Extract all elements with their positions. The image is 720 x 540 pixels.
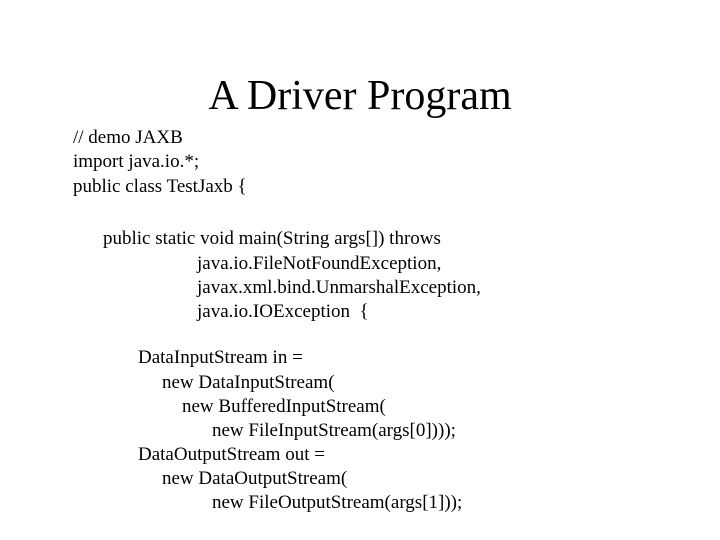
code-line: new DataOutputStream( — [162, 468, 348, 489]
code-line: new FileInputStream(args[0]))); — [212, 420, 456, 441]
code-line: public static void main(String args[]) throws — [103, 228, 441, 249]
code-line: java.io.IOException { — [197, 301, 369, 322]
code-line: new DataInputStream( — [162, 372, 335, 393]
code-line: DataOutputStream out = — [138, 444, 325, 465]
code-line: new BufferedInputStream( — [182, 396, 386, 417]
code-line: java.io.FileNotFoundException, — [197, 253, 442, 274]
code-line: DataInputStream in = — [138, 347, 303, 368]
slide-title: A Driver Program — [208, 73, 512, 119]
code-line: import java.io.*; — [73, 151, 200, 172]
code-line: new FileOutputStream(args[1])); — [212, 492, 463, 513]
code-line: // demo JAXB — [73, 127, 183, 148]
code-line: public class TestJaxb { — [73, 176, 247, 197]
code-line: javax.xml.bind.UnmarshalException, — [197, 277, 481, 298]
